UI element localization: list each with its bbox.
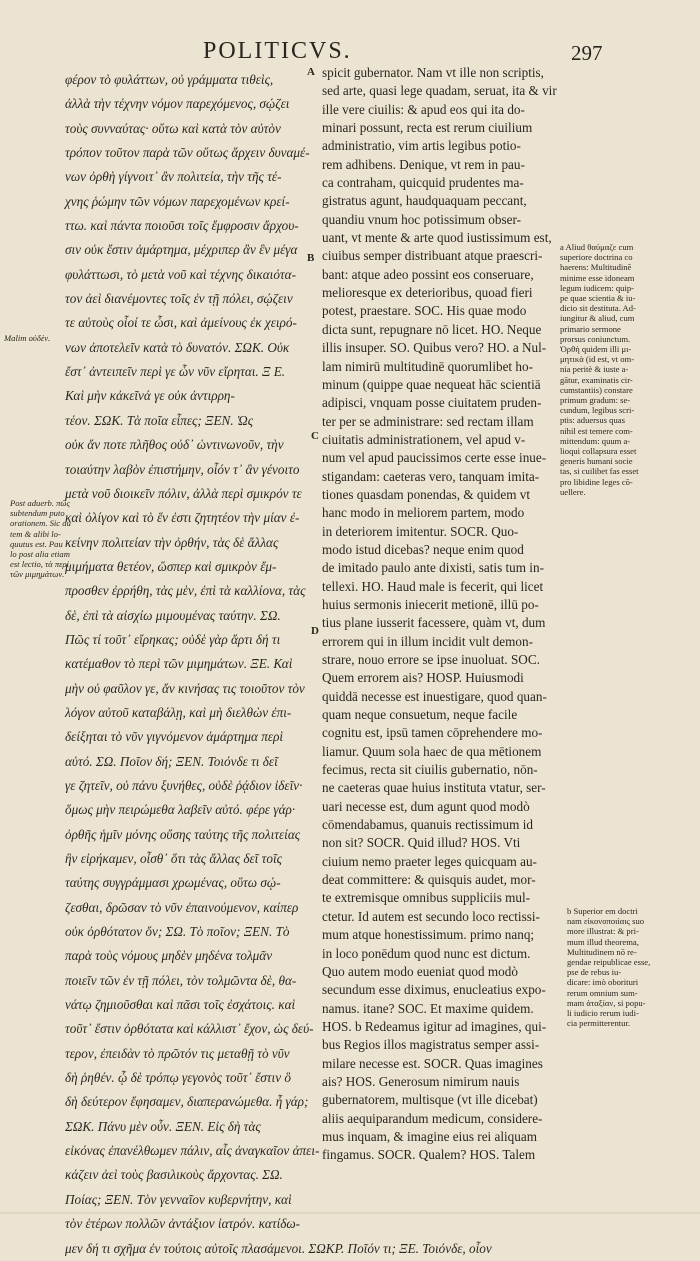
greek-text-line: ὅμως μὴν πειρώμεθα λαβεῖν αὐτό. φέρε γάρ· (65, 802, 296, 818)
margin-note-line: Malim οὐδὲν. (4, 333, 51, 343)
greek-text-line: Καὶ μὴν κἀκεῖνά γε οὐκ ἀντιρρη- (65, 388, 235, 404)
latin-text-line: in deteriorem imitentur. SOCR. Quo- (322, 523, 519, 539)
greek-text-line: κάζειν ἀεὶ τοὺς βασιλικοὺς ἄρχοντας. ΣΩ. (65, 1167, 283, 1183)
greek-text-line: σιν οὐκ ἔστιν ἁμάρτημα, μέχριπερ ἂν ἓν μέγα (65, 242, 298, 258)
greek-text-line: ὀρθῆς ἡμῖν μόνης οὔσης ταύτης τῆς πολιτείας (65, 826, 301, 842)
latin-text-line: illis insuper. SO. Quibus vero? HO. a Nul- (322, 340, 547, 356)
margin-note-line: prorsus coniunctum. (560, 333, 631, 344)
latin-text-line: modo istud dicebas? neque enim quod (322, 541, 524, 557)
margin-note-line: Ὀρθὴ quidem illi μι- (560, 344, 632, 355)
latin-text-line: fecimus, recta sit ciuilis gubernatio, nōn- (322, 762, 538, 778)
greek-text-line: αὐτό. ΣΩ. Ποῖον δή; ΞΕΝ. Τοιόνδε τι δεῖ (65, 753, 278, 769)
margin-note-line: pe quae scientia & iu- (560, 293, 636, 304)
section-mark-a: A (307, 66, 315, 78)
latin-text-line: strare, nouo errore se ipse inuoluat. SOC. (322, 652, 540, 667)
latin-text-column (322, 64, 558, 1165)
greek-text-line: κατέμαθον τὸ περὶ τῶν μιμημάτων. ΞΕ. Καὶ (65, 656, 293, 672)
latin-text-line: ciuium nemo praeter leges quicquam au- (322, 853, 537, 869)
latin-text-line: namus. itane? SOC. Et maxime quidem. (322, 1000, 534, 1016)
greek-text-line: κείνην πολιτείαν τὴν ὀρθήν, τὰς δὲ ἄλλας (65, 534, 279, 550)
margin-note-line: more illustrat: & pri- (567, 926, 639, 937)
greek-text-line: μεν δή τι σχῆμα ἐν τούτοις αὐτοῖς πλασάμενοι. ΣΩΚΡ. Ποῖόν τι; ΞΕ. Τοιόνδε, οἷον (65, 1240, 492, 1256)
greek-text-line: καὶ ὀλίγον καὶ τὸ ἕν ἐστι ζητητέον τὴν μίαν ἐ- (65, 510, 300, 526)
greek-text-line: μιμήματα θετέον, ὥσπερ καὶ σμικρὸν ἔμ- (65, 558, 277, 574)
greek-text-line: Πῶς τί τοῦτ᾽ εἴρηκας; οὐδὲ γὰρ ἄρτι δή τι (65, 631, 281, 647)
greek-text-line: τε αὐτοὺς οἷοί τε ὦσι, καὶ ἀμείνους ἐκ χειρό- (65, 315, 297, 331)
latin-text-line: tiones quasdam ponendas, & quidem vt (322, 486, 531, 502)
margin-note-line: tas, si cuilibet fas esset (560, 466, 639, 477)
latin-text-line: ter per se administrare: sed rectam illam (322, 413, 534, 429)
margin-note-line: nam εἰκονοποιίαις suo (567, 916, 645, 927)
latin-text-line: ais? HOS. Generosum nimirum nauis (322, 1073, 520, 1089)
margin-note-line: gātur, examinatis cir- (560, 374, 633, 385)
margin-note-line: gendae reipublicae esse, (567, 957, 651, 968)
greek-text-line: ταύτης συγγράμμασι χρωμένας, οὕτω σῴ- (65, 875, 281, 891)
margin-note-line: cia permitterentur. (567, 1018, 630, 1029)
greek-text-line: ττω. καὶ πάντα ποιοῦσι τοῖς ἔμφροσιν ἄρχου- (65, 218, 299, 234)
latin-text-line: ille vere ciuilis: & apud eos qui ita do- (322, 101, 525, 117)
margin-note-line: superiore doctrina co (560, 252, 633, 263)
greek-text-line: παρὰ τοὺς νόμους μηδὲν μηδένα τολμᾶν (65, 948, 273, 964)
margin-note-line: uellere. (560, 486, 586, 497)
greek-text-line: εἰκόνας ἐπανέλθωμεν πάλιν, αἷς ἀναγκαῖον ἀπει- (65, 1143, 320, 1159)
greek-text-line: τοῦτ᾽ ἔστιν ὀρθότατα καὶ κάλλιστ᾽ ἔχον, ὡς δεύ- (65, 1021, 314, 1037)
section-mark-b: B (307, 252, 315, 264)
latin-text-line: Quo autem modo eueniat quod modò (322, 963, 518, 979)
margin-note-line: li iudicio rerum iudi- (567, 1008, 639, 1019)
latin-text-line: num vel apud paucissimos certe esse inue- (322, 450, 547, 466)
margin-note-line: tem & alibi lo- (10, 528, 61, 539)
greek-text-line: ΣΩΚ. Πάνυ μὲν οὖν. ΞΕΝ. Εἰς δὴ τὰς (65, 1118, 261, 1134)
greek-text-line: τοιαύτην λαβὸν ἐπιστήμην, οἷόν τ᾽ ἂν γένοιτο (65, 461, 300, 477)
latin-text-line: adipisci, vnquam posse ciuitatem pruden- (322, 395, 542, 411)
latin-text-line: tellexi. HO. Haud male is fecerit, qui licet (322, 578, 544, 594)
latin-text-line: bant: atque adeo possint eos conseruare, (322, 266, 534, 282)
greek-text-line: χνης ῥώμην τῶν νόμων παρεχομένων κρεί- (65, 193, 290, 209)
latin-text-line: mum atque honestissimum. primo nanq; (322, 927, 535, 943)
greek-text-line: τὸν ἑτέρων πολλῶν ἀντάξιον ἰατρόν. κατίδω- (65, 1216, 301, 1232)
latin-text-line: dicta sunt, repugnare nō licet. HO. Neque (322, 321, 542, 337)
margin-note-line: nihil est temere com- (560, 425, 633, 436)
greek-text-line: δὲ, ἐπὶ τὰ αἰσχίω μιμουμένας ταύτην. ΣΩ. (65, 607, 281, 623)
latin-text-line: HOS. b Redeamus igitur ad imagines, qui- (322, 1018, 547, 1034)
margin-note-line: haerens: Multitudinē (560, 262, 632, 273)
latin-text-line: aliis aequiparandum medicum, considere- (322, 1110, 543, 1126)
margin-note-line: b Superior em doctri (567, 906, 638, 916)
latin-text-line: quiddā necesse est inuestigare, quod quan- (322, 688, 547, 704)
latin-text-line: sed arte, quasi lege quadam, seruat, ita & vir (322, 83, 557, 99)
margin-note-line: lo post alia etiam (10, 549, 70, 560)
latin-text-line: melioresque ex deterioribus, quoad fieri (322, 285, 533, 301)
latin-text-line: rem adhibens. Denique, vt rem in pau- (322, 156, 525, 172)
left-margin-note-2 (10, 498, 71, 580)
greek-text-line: δὴ ῥηθέν. ᾧ δὲ τρόπῳ γεγονὸς τοῦτ᾽ ἔστιν ὃ (65, 1070, 291, 1086)
latin-text-line: fingamus. SOCR. Qualem? HOS. Talem (322, 1147, 536, 1163)
latin-text-line: uari necesse est, dum agunt quod modò (322, 798, 530, 814)
margin-note-line: mum illud theorema, (567, 936, 639, 947)
greek-text-line: τέον. ΣΩΚ. Τὰ ποῖα εἶπες; ΞΕΝ. Ὡς (65, 412, 254, 428)
margin-note-line: Multitudinem nō re- (567, 946, 637, 957)
latin-text-line: errorem qui in illum incidit vult demon- (322, 633, 533, 649)
margin-note-line: primum gradum: se- (560, 395, 631, 406)
greek-text-line: ποιεῖν τῶν ἐν τῇ πόλει, τὸν τολμῶντα δὲ, θα- (65, 972, 297, 988)
margin-note-line: generis humani socie (560, 456, 633, 467)
margin-note-line: cumstantiis) constare (560, 384, 633, 395)
margin-note-line: rerum omnium sum- (567, 987, 638, 998)
latin-text-line: deat committere: & quisquis audet, mor- (322, 872, 536, 888)
latin-text-line: cognitu est, ipsū tamen cōprehendere mo- (322, 725, 543, 741)
margin-note-line: mittendum: quum a- (560, 435, 631, 446)
margin-note-line: quutus est. Pau (10, 538, 63, 549)
margin-note-line: minime esse idoneam (560, 272, 635, 283)
greek-text-line: οὐκ ἄν ποτε πλῆθος οὐδ᾽ ὡντινωνοῦν, τὴν (65, 437, 284, 453)
latin-text-line: stigandam: caeteras vero, tanquam imita- (322, 468, 540, 484)
greek-text-line: ἣν εἰρήκαμεν, οἶσθ᾽ ὅτι τὰς ἄλλας δεῖ τοῖς (65, 851, 282, 866)
greek-text-line: ζεσθαι, δρῶσαν τὸ νῦν ἐπαινούμενον, καίπερ (65, 899, 299, 915)
section-mark-c: C (311, 430, 319, 442)
margin-note-line: dicio sit destituta. Ad- (560, 303, 636, 314)
margin-note-line: nia peritè & iuste a- (560, 364, 629, 375)
latin-text-line: cōmendabamus, quanuis rectissimum id (322, 817, 533, 833)
latin-text-line: hanc modo in meliorem partem, modo (322, 505, 525, 521)
greek-text-line: φυλάττωσι, τὸ μετὰ νοῦ καὶ τέχνης δικαιότα- (65, 266, 296, 282)
margin-note-line: orationem. Sic au (10, 518, 71, 529)
latin-text-line: ciuibus semper distribuant atque praescri- (322, 248, 543, 264)
margin-note-line: pse de rebus iu- (567, 967, 622, 978)
margin-note-line: a Aliud θαύμαζε cum (560, 242, 634, 252)
margin-note-line: mam ἀταξίαν, si popu- (567, 997, 646, 1008)
greek-text-line: προσθεν ἐρρήθη, τὰς μὲν, ἐπὶ τὰ καλλίονα, τὰς (65, 583, 306, 599)
margin-note-line: ptis: aduersus quas (560, 415, 625, 426)
greek-text-line: μετὰ νοῦ διοικεῖν πόλιν, ἀλλὰ περὶ σμικρόν τε (65, 485, 302, 501)
latin-text-line: tius plane iusserit facessere, quàm vt, dum (322, 615, 546, 631)
latin-text-line: de imitado paulo ante dixisti, satis tum in- (322, 560, 544, 576)
greek-text-line: οὐκ ὀρθότατον ὄν; ΣΩ. Τὸ ποῖον; ΞΕΝ. Τὸ (65, 924, 290, 940)
latin-text-line: spicit gubernator. Nam vt ille non scriptis, (322, 65, 544, 80)
latin-text-line: liamur. Quum sola haec de qua mētionem (322, 743, 542, 759)
greek-text-line: μὴν οὐ φαῦλον γε, ἄν κινήσας τις τοιοῦτον τὸν (65, 680, 305, 696)
greek-text-line: τοὺς συνναύτας· οὕτω καὶ κατὰ τὸν αὐτὸν (65, 120, 281, 136)
latin-text-line: Quem errorem ais? HOSP. Huiusmodi (322, 670, 524, 686)
margin-note-line: subtendum puto (10, 508, 65, 519)
greek-text-line: τρόπον τοῦτον παρὰ τῶν οὕτως ἄρχειν δυναμέ- (65, 145, 310, 161)
latin-text-line: lam nimirū multitudinē quorumlibet ho- (322, 358, 533, 374)
greek-text-line: τον ἀεὶ διανέμοντες τοῖς ἐν τῇ πόλει, σῴζειν (65, 291, 293, 307)
left-margin-note-1 (4, 333, 66, 343)
greek-text-line: νων ἀποτελεῖν κατὰ τὸ δυνατόν. ΣΩΚ. Οὐκ (65, 339, 290, 355)
margin-note-line: primario sermone (560, 323, 621, 334)
latin-text-line: minari possunt, recta est rerum ciuilium (322, 120, 533, 136)
latin-text-line: ca contraham, quicquid prudentes ma- (322, 175, 524, 191)
latin-text-line: gistratus agunt, haudquaquam peccant, (322, 193, 527, 209)
greek-text-line: φέρον τὸ φυλάττων, οὐ γράμματα τιθεὶς, (65, 72, 274, 87)
greek-text-line: ἀλλὰ τὴν τέχνην νόμον παρεχόμενος, σῴζει (65, 96, 290, 112)
right-margin-note-a (560, 242, 692, 497)
latin-text-line: minum (quippe quae nequeat hāc scientiā (322, 376, 541, 392)
latin-text-line: ciuitatis administrationem, vel apud v- (322, 431, 526, 447)
margin-note-line: dicare: imò oborituri (567, 977, 639, 988)
right-margin-note-b (567, 906, 697, 1028)
greek-text-line: δὴ δεύτερον ἔφησαμεν, διαπερανώμεθα. ἦ γάρ; (65, 1094, 309, 1110)
latin-text-line: quandiu vnum hoc potissimum obser- (322, 211, 521, 227)
greek-text-line: γε ζητεῖν, οὐ πάνυ ξυνήθες, οὐδὲ ῥᾴδιον ἰδεῖν· (65, 777, 303, 793)
margin-note-line: cundum, legibus scri- (560, 405, 635, 416)
greek-text-line: ἔστ᾽ ἀντειπεῖν περὶ γε ὧν νῦν εἴρηται. Ξ Ε. (65, 364, 286, 380)
latin-text-line: uant, vt mente & arte quod iustissimum est, (322, 230, 552, 246)
latin-text-line: administratio, vim artis legibus potio- (322, 138, 521, 154)
greek-text-line: νάτῳ ζημιοῦσθαι καὶ πᾶσι τοῖς ἐσχάτοις. καὶ (65, 997, 296, 1013)
margin-note-line: est lectio, τὰ περὶ (10, 559, 70, 570)
latin-text-line: non sit? SOCR. Quid illud? HOS. Vti (322, 835, 521, 851)
running-title: POLITICVS. (203, 38, 352, 64)
section-mark-d: D (311, 625, 319, 637)
latin-text-line: ctetur. Id autem est secundo loco rectissi- (322, 908, 540, 924)
page-bottom-edge (0, 1212, 700, 1214)
margin-note-line: legum iudicem: quip- (560, 282, 634, 293)
latin-text-line: in loco ponēdum quod nunc est dictum. (322, 945, 531, 961)
latin-text-line: mus inquam, & imagine eius rei aliquam (322, 1128, 537, 1144)
greek-text-line: νων ὀρθὴ γίγνοιτ᾽ ἂν πολιτεία, τὴν τῆς τέ- (65, 169, 282, 185)
latin-text-line: ne caeteras quae huius instituta vtatur, ser- (322, 780, 546, 796)
margin-note-line: iungitur & aliud, cum (560, 313, 635, 324)
greek-text-line: λόγον αὐτοῦ καταβάλῃ, καὶ μὴ διελθὼν ἐπι- (65, 704, 292, 720)
latin-text-line: milare necesse est. SOCR. Quas imagines (322, 1055, 543, 1071)
margin-note-line: pro libidine leges cō- (560, 476, 633, 487)
latin-text-line: te extremisque omnibus suppliciis mul- (322, 890, 531, 906)
margin-note-line: τῶν μιμημάτων. (10, 569, 65, 580)
latin-text-line: gubernatorem, multisque (vt ille dicebat) (322, 1092, 538, 1108)
margin-note-line: Post aduerb. πῶς (10, 498, 70, 508)
latin-text-line: huius sermonis iniecerit metionē, illū po- (322, 596, 539, 612)
latin-text-line: bus Regios illos magistratus semper assi- (322, 1037, 540, 1053)
latin-text-line: quam neque consuetum, neque facile (322, 707, 518, 723)
margin-note-line: μητικὰ (id est, vt om- (560, 354, 635, 365)
page-number: 297 (571, 41, 603, 65)
latin-text-line: secundum esse diximus, enucleatius expo- (322, 982, 546, 998)
latin-text-line: potest, praestare. SOC. His quae modo (322, 303, 527, 319)
greek-text-line: Ποίας; ΞΕΝ. Τὸν γενναῖον κυβερνήτην, καὶ (65, 1191, 292, 1207)
margin-note-line: lioqui collapsura esset (560, 446, 637, 457)
greek-text-line: δείξηται τὸ νῦν γιγνόμενον ἁμάρτημα περὶ (65, 729, 284, 745)
greek-text-line: τερον, ἐπειδὰν τὸ πρῶτόν τις μεταθῇ τὸ νῦν (65, 1045, 290, 1061)
